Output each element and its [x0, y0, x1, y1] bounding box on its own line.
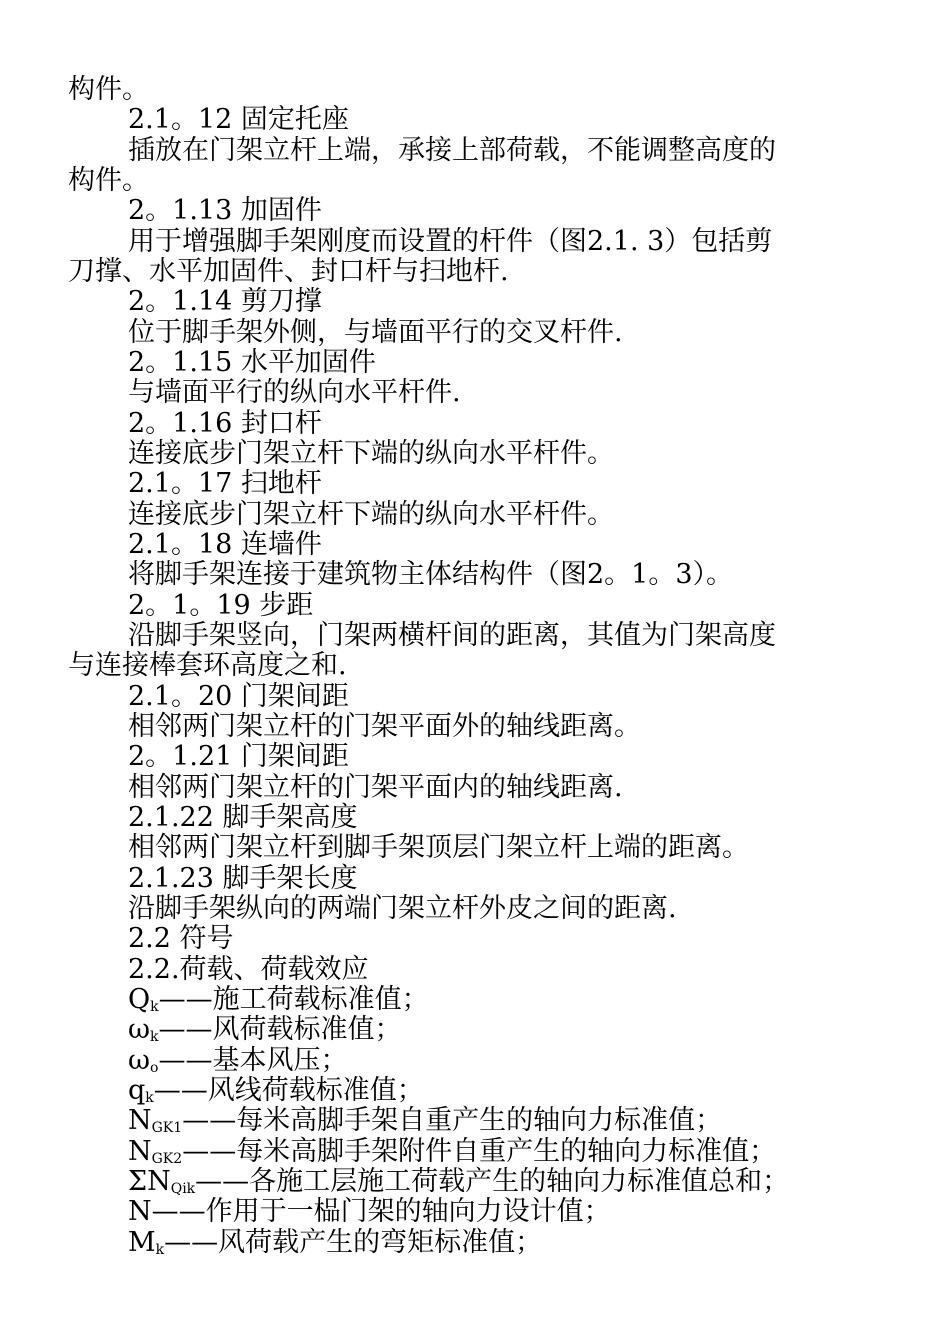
symbol-subscript: GK2 [151, 1151, 183, 1167]
symbol-subscript: k [150, 999, 159, 1015]
section-heading: 2.1。12 固定托座 [128, 104, 349, 135]
text-line: 与连接棒套环高度之和. [68, 650, 347, 681]
text-line: 沿脚手架竖向，门架两横杆间的距离，其值为门架高度 [128, 620, 776, 651]
text-line: 插放在门架立杆上端，承接上部荷载，不能调整高度的 [128, 135, 776, 166]
symbol: N [128, 1196, 152, 1227]
symbol-subscript: Qik [170, 1181, 196, 1197]
text-line: 相邻两门架立杆的门架平面外的轴线距离。 [128, 711, 641, 742]
symbol: ω [128, 1014, 151, 1045]
section-heading: 2。1。19 步距 [128, 590, 314, 621]
section-heading: 2.1。17 扫地杆 [128, 468, 322, 499]
text-line: 构件。 [68, 165, 149, 196]
symbol: q [128, 1075, 146, 1106]
text-line: 刀撑、水平加固件、封口杆与扫地杆. [68, 256, 509, 287]
section-heading: 2。1.21 门架间距 [128, 741, 349, 772]
symbol-definition [128, 1076, 424, 1106]
symbol-definition [128, 1046, 347, 1076]
symbol-description: ——每米高脚手架自重产生的轴向力标准值； [182, 1105, 723, 1136]
symbol-definition [128, 1228, 542, 1258]
text-line: 连接底步门架立杆下端的纵向水平杆件。 [128, 499, 614, 530]
symbol-subscript: k [155, 1242, 165, 1258]
symbol-definition [128, 1015, 402, 1045]
section-heading: 2.1.22 脚手架高度 [128, 802, 358, 833]
symbol-description: ——风荷载标准值； [158, 1014, 402, 1045]
symbol-description: ——每米高脚手架附件自重产生的轴向力标准值； [182, 1136, 777, 1167]
symbol-description: ——作用于一榀门架的轴向力设计值； [151, 1196, 611, 1227]
section-heading: 2.2.荷载、荷载效应 [128, 954, 369, 985]
symbol-description: ——各施工层施工荷载产生的轴向力标准值总和； [195, 1166, 790, 1197]
section-heading: 2.1。18 连墙件 [128, 529, 322, 560]
symbol: N [128, 1136, 152, 1167]
text-line: 位于脚手架外侧，与墙面平行的交叉杆件. [128, 317, 623, 348]
symbol: Q [128, 984, 151, 1015]
section-heading: 2.1。20 门架间距 [128, 681, 349, 712]
section-heading: 2。1.13 加固件 [128, 195, 322, 226]
text-line: 连接底步门架立杆下端的纵向水平杆件。 [128, 438, 614, 469]
symbol-subscript: k [145, 1090, 154, 1106]
text-line: 相邻两门架立杆到脚手架顶层门架立杆上端的距离。 [128, 832, 749, 863]
text-line: 沿脚手架纵向的两端门架立杆外皮之间的距离. [128, 893, 677, 924]
symbol-description: ——施工荷载标准值； [158, 984, 429, 1015]
section-heading: 2。1.15 水平加固件 [128, 347, 376, 378]
section-heading: 2。1.16 封口杆 [128, 408, 322, 439]
symbol-definition [128, 985, 429, 1015]
symbol-definition [128, 1137, 776, 1167]
symbol-description: ——风线荷载标准值； [153, 1075, 424, 1106]
text-line: 相邻两门架立杆的门架平面内的轴线距离. [128, 772, 623, 803]
section-heading: 2.2 符号 [128, 923, 234, 954]
symbol-subscript: k [150, 1029, 159, 1045]
symbol-definition [128, 1167, 789, 1197]
symbol-definition [128, 1106, 722, 1136]
text-line: 将脚手架连接于建筑物主体结构件（图2。1。3）。 [128, 559, 734, 590]
symbol-description: ——风荷载产生的弯矩标准值； [164, 1227, 543, 1258]
symbol-definition [128, 1197, 611, 1227]
symbol-subscript: GK1 [151, 1120, 183, 1136]
section-heading: 2.1.23 脚手架长度 [128, 863, 358, 894]
symbol: N [128, 1105, 152, 1136]
symbol-subscript: o [150, 1060, 159, 1076]
symbol-description: ——基本风压； [158, 1045, 348, 1076]
text-line: 与墙面平行的纵向水平杆件. [128, 377, 461, 408]
section-heading: 2。1.14 剪刀撑 [128, 286, 322, 317]
symbol: M [128, 1227, 156, 1258]
text-line: 构件。 [68, 74, 149, 105]
symbol: ω [128, 1045, 151, 1076]
symbol: ΣN [128, 1166, 171, 1197]
text-line: 用于增强脚手架刚度而设置的杆件（图2.1. 3）包括剪 [128, 226, 773, 257]
